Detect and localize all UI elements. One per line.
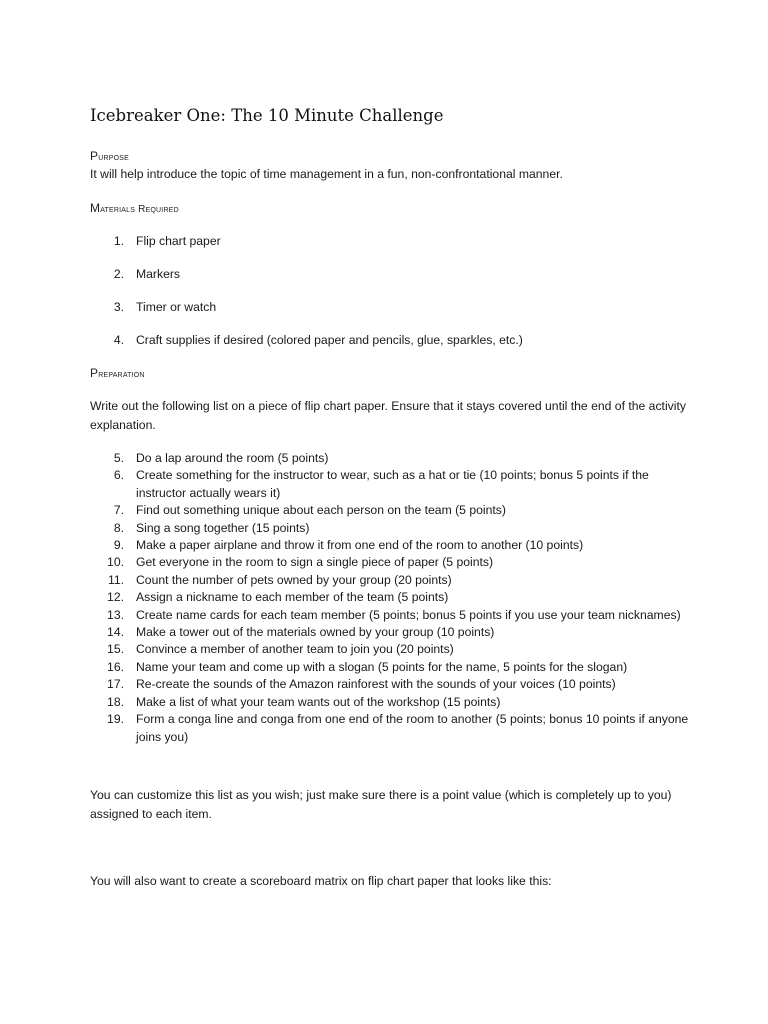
list-item-text: Markers xyxy=(136,267,181,281)
materials-list xyxy=(90,233,523,365)
list-item xyxy=(90,299,523,332)
list-item xyxy=(90,520,700,537)
list-item-number: 9. xyxy=(113,538,124,553)
list-item xyxy=(90,711,700,746)
list-item xyxy=(90,554,700,571)
list-item-text: Create name cards for each team member (5 points; bonus 5 points if you use your team nicknames) xyxy=(136,607,681,622)
list-item xyxy=(90,266,523,299)
list-item-number: 17. xyxy=(107,677,124,692)
points-list xyxy=(90,450,700,746)
list-item xyxy=(90,572,700,589)
customize-note: You can customize this list as you wish; just make sure there is a point value (which is completely up to you) assigned to each item. xyxy=(90,788,672,821)
list-item xyxy=(90,607,700,624)
list-item xyxy=(90,676,700,693)
list-item xyxy=(90,332,523,365)
list-item-number: 13. xyxy=(107,607,124,622)
list-item-number: 16. xyxy=(107,659,124,674)
purpose-text: It will help introduce the topic of time management in a fun, non-confrontational manner. xyxy=(90,167,563,181)
list-item xyxy=(90,450,700,467)
list-item-text: Do a lap around the room (5 points) xyxy=(136,451,329,465)
preparation-intro: Write out the following list on a piece of flip chart paper. Ensure that it stays covered until the end of the activity explanation. xyxy=(90,399,686,432)
list-item-number: 7. xyxy=(113,503,124,518)
list-item xyxy=(90,537,700,554)
list-item-number: 12. xyxy=(107,590,124,605)
list-item-number: 4. xyxy=(113,333,124,347)
list-item xyxy=(90,659,700,676)
preparation-heading: Preparation xyxy=(90,366,145,380)
list-item xyxy=(90,624,700,641)
list-item xyxy=(90,694,700,711)
scoreboard-note: You will also want to create a scoreboard matrix on flip chart paper that looks like this: xyxy=(90,874,552,888)
list-item-text: Form a conga line and conga from one end of the room to another (5 points; bonus 10 points if anyone joins you) xyxy=(136,712,689,744)
list-item-text: Count the number of pets owned by your group (20 points) xyxy=(136,572,452,587)
list-item-text: Name your team and come up with a slogan (5 points for the name, 5 points for the slogan) xyxy=(136,659,628,674)
list-item-text: Convince a member of another team to join you (20 points) xyxy=(136,642,454,657)
list-item-number: 8. xyxy=(113,520,124,535)
list-item xyxy=(90,589,700,606)
list-item xyxy=(90,502,700,519)
list-item-text: Make a list of what your team wants out of the workshop (15 points) xyxy=(136,694,501,709)
list-item-text: Find out something unique about each person on the team (5 points) xyxy=(136,503,506,518)
purpose-heading: Purpose xyxy=(90,149,129,163)
list-item-text: Make a paper airplane and throw it from one end of the room to another (10 points) xyxy=(136,538,584,553)
materials-heading: Materials Required xyxy=(90,201,179,215)
list-item-number: 2. xyxy=(113,267,124,281)
list-item xyxy=(90,641,700,658)
list-item xyxy=(90,233,523,266)
list-item-number: 5. xyxy=(113,451,124,465)
list-item-text: Sing a song together (15 points) xyxy=(136,520,310,535)
list-item-text: Assign a nickname to each member of the team (5 points) xyxy=(136,590,449,605)
list-item-number: 11. xyxy=(107,572,124,587)
list-item-number: 10. xyxy=(107,555,124,570)
list-item-text: Re-create the sounds of the Amazon rainforest with the sounds of your voices (10 points) xyxy=(136,677,616,692)
list-item-number: 1. xyxy=(113,234,124,248)
list-item-text: Flip chart paper xyxy=(136,234,221,248)
list-item-number: 6. xyxy=(113,468,124,483)
list-item-number: 15. xyxy=(107,642,124,657)
list-item-text: Create something for the instructor to wear, such as a hat or tie (10 points; bonus 5 points if the instructor actually wears it) xyxy=(136,468,649,500)
list-item-number: 18. xyxy=(107,694,124,709)
list-item-text: Craft supplies if desired (colored paper and pencils, glue, sparkles, etc.) xyxy=(136,333,523,347)
page-title: Icebreaker One: The 10 Minute Challenge xyxy=(90,106,444,125)
list-item-number: 3. xyxy=(113,300,124,314)
list-item-number: 19. xyxy=(107,712,124,727)
list-item-text: Get everyone in the room to sign a single piece of paper (5 points) xyxy=(136,555,494,570)
list-item-number: 14. xyxy=(107,625,124,640)
list-item-text: Make a tower out of the materials owned by your group (10 points) xyxy=(136,625,495,640)
list-item xyxy=(90,467,700,502)
list-item-text: Timer or watch xyxy=(136,300,217,314)
